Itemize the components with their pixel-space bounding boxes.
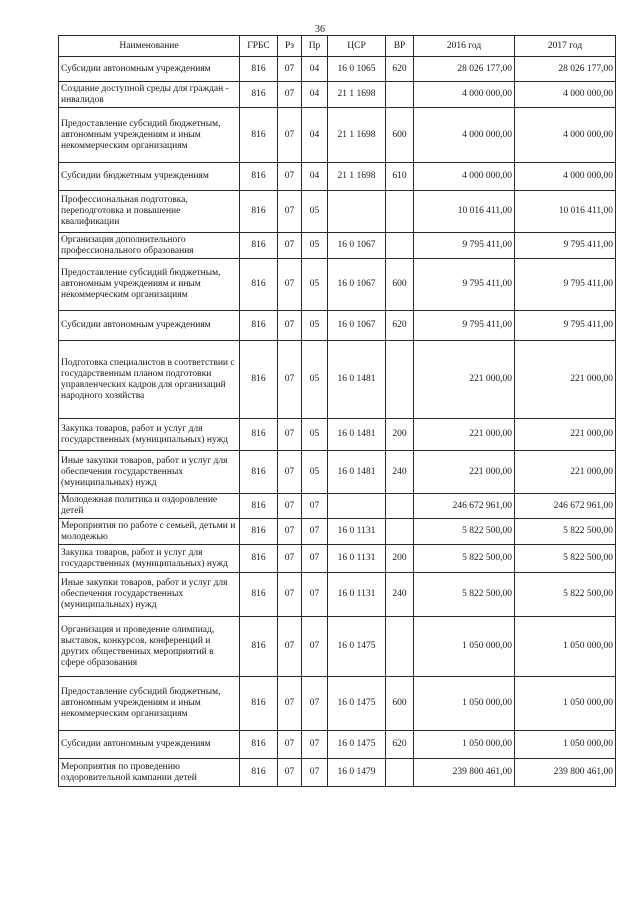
row-amount-2017: 4 000 000,00: [515, 108, 616, 163]
row-csr: 21 1 1698: [328, 82, 386, 108]
row-name: Предоставление субсидий бюджетным, автономным учреждениям и иным некоммерческим организациям: [59, 108, 240, 163]
row-grbs: 816: [240, 233, 278, 259]
row-grbs: 816: [240, 311, 278, 341]
budget-table: [58, 35, 616, 787]
row-amount-2016: 10 016 411,00: [414, 191, 515, 233]
row-name: Мероприятия по проведению оздоровительной кампании детей: [59, 759, 240, 787]
row-vr: [386, 759, 414, 787]
row-name: Субсидии автономным учреждениям: [59, 731, 240, 759]
row-grbs: 816: [240, 108, 278, 163]
row-name: Профессиональная подготовка, переподготовка и повышение квалификации: [59, 191, 240, 233]
row-pr: 07: [302, 677, 328, 731]
row-csr: 16 0 1481: [328, 341, 386, 419]
row-amount-2017: 9 795 411,00: [515, 233, 616, 259]
row-amount-2017: 1 050 000,00: [515, 677, 616, 731]
row-rz: 07: [278, 419, 302, 451]
row-amount-2016: 4 000 000,00: [414, 163, 515, 191]
row-rz: 07: [278, 341, 302, 419]
row-grbs: 816: [240, 617, 278, 677]
row-vr: [386, 494, 414, 519]
row-rz: 07: [278, 57, 302, 82]
table-row: [59, 163, 616, 191]
row-amount-2017: 4 000 000,00: [515, 82, 616, 108]
row-name: Предоставление субсидий бюджетным, автономным учреждениям и иным некоммерческим организациям: [59, 677, 240, 731]
row-grbs: 816: [240, 545, 278, 573]
table-row: [59, 759, 616, 787]
row-csr: 16 0 1131: [328, 519, 386, 545]
row-amount-2016: 221 000,00: [414, 451, 515, 494]
header-grbs: ГРБС: [240, 36, 278, 57]
row-rz: 07: [278, 82, 302, 108]
row-name: Организация дополнительного профессионального образования: [59, 233, 240, 259]
table-row: [59, 519, 616, 545]
row-vr: 620: [386, 311, 414, 341]
row-amount-2017: 10 016 411,00: [515, 191, 616, 233]
header-name: Наименование: [59, 36, 240, 57]
row-csr: 21 1 1698: [328, 108, 386, 163]
row-pr: 07: [302, 759, 328, 787]
row-name: Организация и проведение олимпиад, выставок, конкурсов, конференций и других общественных мероприятий в сфере образования: [59, 617, 240, 677]
row-vr: [386, 82, 414, 108]
row-grbs: 816: [240, 163, 278, 191]
row-grbs: 816: [240, 519, 278, 545]
row-amount-2016: 4 000 000,00: [414, 82, 515, 108]
row-pr: 05: [302, 451, 328, 494]
row-amount-2016: 246 672 961,00: [414, 494, 515, 519]
row-csr: 16 0 1479: [328, 759, 386, 787]
row-amount-2017: 246 672 961,00: [515, 494, 616, 519]
row-rz: 07: [278, 731, 302, 759]
row-amount-2017: 1 050 000,00: [515, 617, 616, 677]
row-name: Предоставление субсидий бюджетным, автономным учреждениям и иным некоммерческим организациям: [59, 259, 240, 311]
row-amount-2017: 1 050 000,00: [515, 731, 616, 759]
row-pr: 04: [302, 108, 328, 163]
row-amount-2017: 221 000,00: [515, 341, 616, 419]
row-pr: 07: [302, 519, 328, 545]
row-csr: 16 0 1131: [328, 545, 386, 573]
table-row: [59, 57, 616, 82]
row-csr: [328, 191, 386, 233]
header-vr: ВР: [386, 36, 414, 57]
row-pr: 04: [302, 57, 328, 82]
row-vr: 240: [386, 573, 414, 617]
row-rz: 07: [278, 617, 302, 677]
row-pr: 07: [302, 494, 328, 519]
table-row: [59, 731, 616, 759]
row-amount-2016: 9 795 411,00: [414, 311, 515, 341]
row-amount-2017: 9 795 411,00: [515, 311, 616, 341]
row-vr: 200: [386, 419, 414, 451]
row-amount-2017: 28 026 177,00: [515, 57, 616, 82]
table-row: [59, 233, 616, 259]
row-name: Создание доступной среды для граждан - инвалидов: [59, 82, 240, 108]
row-amount-2016: 9 795 411,00: [414, 233, 515, 259]
row-csr: 21 1 1698: [328, 163, 386, 191]
row-name: Закупка товаров, работ и услуг для государственных (муниципальных) нужд: [59, 419, 240, 451]
row-name: Субсидии автономным учреждениям: [59, 311, 240, 341]
row-vr: 600: [386, 677, 414, 731]
row-name: Мероприятия по работе с семьей, детьми и молодежью: [59, 519, 240, 545]
row-rz: 07: [278, 573, 302, 617]
row-vr: 610: [386, 163, 414, 191]
row-amount-2017: 4 000 000,00: [515, 163, 616, 191]
row-grbs: 816: [240, 494, 278, 519]
header-row: [59, 36, 616, 57]
row-rz: 07: [278, 163, 302, 191]
row-vr: [386, 233, 414, 259]
row-grbs: 816: [240, 341, 278, 419]
page-number: 36: [315, 24, 325, 35]
row-vr: [386, 341, 414, 419]
row-rz: 07: [278, 233, 302, 259]
row-vr: [386, 519, 414, 545]
row-name: Субсидии автономным учреждениям: [59, 57, 240, 82]
row-csr: 16 0 1131: [328, 573, 386, 617]
row-csr: 16 0 1067: [328, 259, 386, 311]
row-csr: 16 0 1067: [328, 311, 386, 341]
row-rz: 07: [278, 545, 302, 573]
row-name: Иные закупки товаров, работ и услуг для обеспечения государственных (муниципальных) нужд: [59, 451, 240, 494]
row-amount-2016: 1 050 000,00: [414, 677, 515, 731]
row-rz: 07: [278, 494, 302, 519]
row-csr: 16 0 1475: [328, 677, 386, 731]
row-grbs: 816: [240, 451, 278, 494]
row-grbs: 816: [240, 82, 278, 108]
row-amount-2016: 28 026 177,00: [414, 57, 515, 82]
table-row: [59, 311, 616, 341]
row-vr: 600: [386, 259, 414, 311]
table-row: [59, 341, 616, 419]
row-amount-2016: 5 822 500,00: [414, 545, 515, 573]
row-rz: 07: [278, 677, 302, 731]
row-rz: 07: [278, 519, 302, 545]
row-vr: [386, 617, 414, 677]
row-amount-2016: 5 822 500,00: [414, 573, 515, 617]
row-amount-2017: 5 822 500,00: [515, 573, 616, 617]
row-pr: 05: [302, 341, 328, 419]
row-rz: 07: [278, 451, 302, 494]
row-name: Молодежная политика и оздоровление детей: [59, 494, 240, 519]
row-amount-2016: 9 795 411,00: [414, 259, 515, 311]
row-pr: 07: [302, 545, 328, 573]
row-grbs: 816: [240, 573, 278, 617]
row-pr: 05: [302, 419, 328, 451]
row-name: Подготовка специалистов в соответствии с государственным планом подготовки управленческих кадров для организаций народного хозяйства: [59, 341, 240, 419]
row-grbs: 816: [240, 731, 278, 759]
table-row: [59, 545, 616, 573]
row-csr: 16 0 1481: [328, 419, 386, 451]
row-rz: 07: [278, 259, 302, 311]
row-amount-2017: 9 795 411,00: [515, 259, 616, 311]
row-vr: 620: [386, 731, 414, 759]
table-row: [59, 419, 616, 451]
table-row: [59, 191, 616, 233]
row-grbs: 816: [240, 759, 278, 787]
row-vr: 600: [386, 108, 414, 163]
row-amount-2016: 221 000,00: [414, 419, 515, 451]
row-csr: 16 0 1065: [328, 57, 386, 82]
table-row: [59, 82, 616, 108]
row-amount-2016: 4 000 000,00: [414, 108, 515, 163]
row-vr: 240: [386, 451, 414, 494]
row-pr: 05: [302, 191, 328, 233]
header-rz: Рз: [278, 36, 302, 57]
row-pr: 05: [302, 259, 328, 311]
row-amount-2016: 5 822 500,00: [414, 519, 515, 545]
row-pr: 07: [302, 731, 328, 759]
row-grbs: 816: [240, 419, 278, 451]
row-rz: 07: [278, 108, 302, 163]
row-amount-2017: 5 822 500,00: [515, 519, 616, 545]
row-pr: 07: [302, 573, 328, 617]
header-csr: ЦСР: [328, 36, 386, 57]
row-vr: 200: [386, 545, 414, 573]
header-pr: Пр: [302, 36, 328, 57]
row-amount-2017: 5 822 500,00: [515, 545, 616, 573]
row-amount-2016: 1 050 000,00: [414, 617, 515, 677]
row-grbs: 816: [240, 677, 278, 731]
table-row: [59, 617, 616, 677]
row-csr: 16 0 1475: [328, 731, 386, 759]
row-csr: 16 0 1067: [328, 233, 386, 259]
row-rz: 07: [278, 311, 302, 341]
row-amount-2016: 1 050 000,00: [414, 731, 515, 759]
row-rz: 07: [278, 191, 302, 233]
row-pr: 07: [302, 617, 328, 677]
row-amount-2017: 239 800 461,00: [515, 759, 616, 787]
row-rz: 07: [278, 759, 302, 787]
table-row: [59, 108, 616, 163]
header-2017: 2017 год: [515, 36, 616, 57]
row-pr: 05: [302, 311, 328, 341]
table-row: [59, 451, 616, 494]
row-name: Иные закупки товаров, работ и услуг для обеспечения государственных (муниципальных) нужд: [59, 573, 240, 617]
row-amount-2016: 221 000,00: [414, 341, 515, 419]
row-csr: [328, 494, 386, 519]
row-pr: 04: [302, 82, 328, 108]
row-csr: 16 0 1481: [328, 451, 386, 494]
row-amount-2017: 221 000,00: [515, 451, 616, 494]
row-amount-2017: 221 000,00: [515, 419, 616, 451]
row-vr: 620: [386, 57, 414, 82]
row-pr: 05: [302, 233, 328, 259]
table-row: [59, 259, 616, 311]
header-2016: 2016 год: [414, 36, 515, 57]
row-amount-2016: 239 800 461,00: [414, 759, 515, 787]
row-pr: 04: [302, 163, 328, 191]
table-row: [59, 573, 616, 617]
row-grbs: 816: [240, 57, 278, 82]
row-name: Закупка товаров, работ и услуг для государственных (муниципальных) нужд: [59, 545, 240, 573]
row-name: Субсидии бюджетным учреждениям: [59, 163, 240, 191]
row-grbs: 816: [240, 259, 278, 311]
row-grbs: 816: [240, 191, 278, 233]
row-vr: [386, 191, 414, 233]
table-row: [59, 494, 616, 519]
table-row: [59, 677, 616, 731]
row-csr: 16 0 1475: [328, 617, 386, 677]
